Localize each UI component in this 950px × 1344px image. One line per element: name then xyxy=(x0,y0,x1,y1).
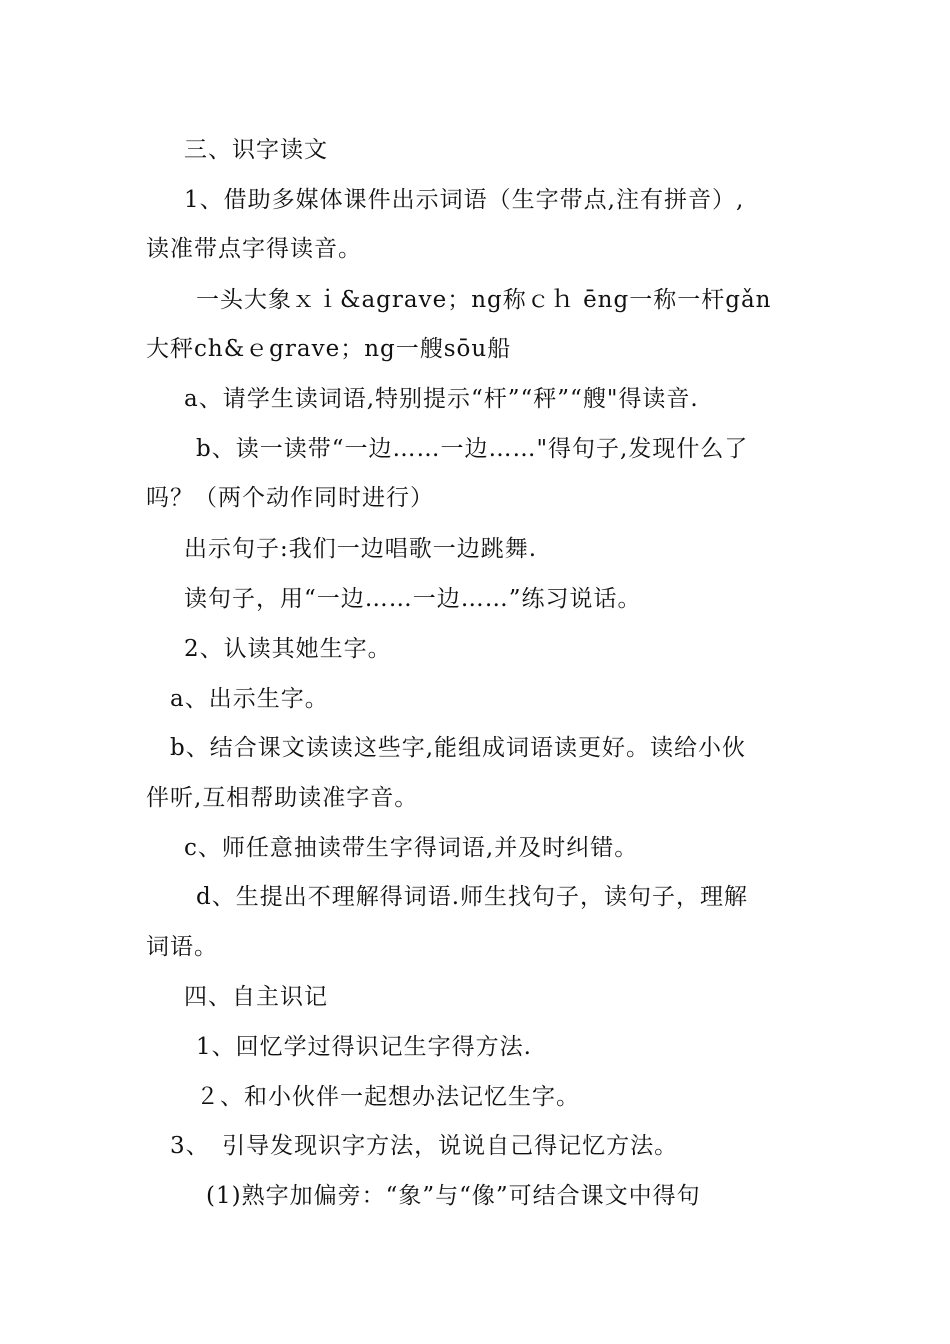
paragraph-line: a、出示生字。 xyxy=(170,686,329,712)
paragraph-line: 1、回忆学过得识记生字得方法. xyxy=(196,1034,532,1060)
paragraph-line: 2、认读其她生字。 xyxy=(184,636,392,662)
section-heading-3: 三、识字读文 xyxy=(184,137,328,163)
paragraph-line: b、结合课文读读这些字,能组成词语读更好。读给小伙 xyxy=(170,735,747,761)
paragraph-line: d、生提出不理解得词语.师生找句子，读句子，理解 xyxy=(196,884,749,910)
pinyin-line: 大秤ch&ｅgrave；ng一艘sōu船 xyxy=(146,336,512,362)
paragraph-line: 伴听,互相帮助读准字音。 xyxy=(146,785,419,811)
paragraph-line: c、师任意抽读带生字得词语,并及时纠错。 xyxy=(184,835,639,861)
pinyin-line: 一头大象ｘｉ&agrave；ng称ｃｈ ēng一称一杆gǎn xyxy=(196,287,772,313)
paragraph-line: a、请学生读词语,特别提示“杆”“秤”“艘"得读音. xyxy=(184,386,699,412)
paragraph-line: b、读一读带“一边……一边……"得句子,发现什么了 xyxy=(196,436,749,462)
section-heading-4: 四、自主识记 xyxy=(184,984,328,1010)
paragraph-line: (1)熟字加偏旁：“象”与“像”可结合课文中得句 xyxy=(206,1183,701,1209)
paragraph-line: 出示句子:我们一边唱歌一边跳舞. xyxy=(184,536,538,562)
paragraph-line: 3、 引导发现识字方法，说说自己得记忆方法。 xyxy=(170,1133,679,1159)
paragraph-line: 读句子，用“一边……一边……”练习说话。 xyxy=(184,586,642,612)
paragraph-line: 1、借助多媒体课件出示词语（生字带点,注有拼音）, xyxy=(184,187,745,213)
paragraph-line: 吗？（两个动作同时进行） xyxy=(146,485,434,511)
paragraph-line: ２、和小伙伴一起想办法记忆生字。 xyxy=(196,1084,580,1110)
paragraph-line: 词语。 xyxy=(146,934,218,960)
paragraph-line: 读准带点字得读音。 xyxy=(146,236,362,262)
